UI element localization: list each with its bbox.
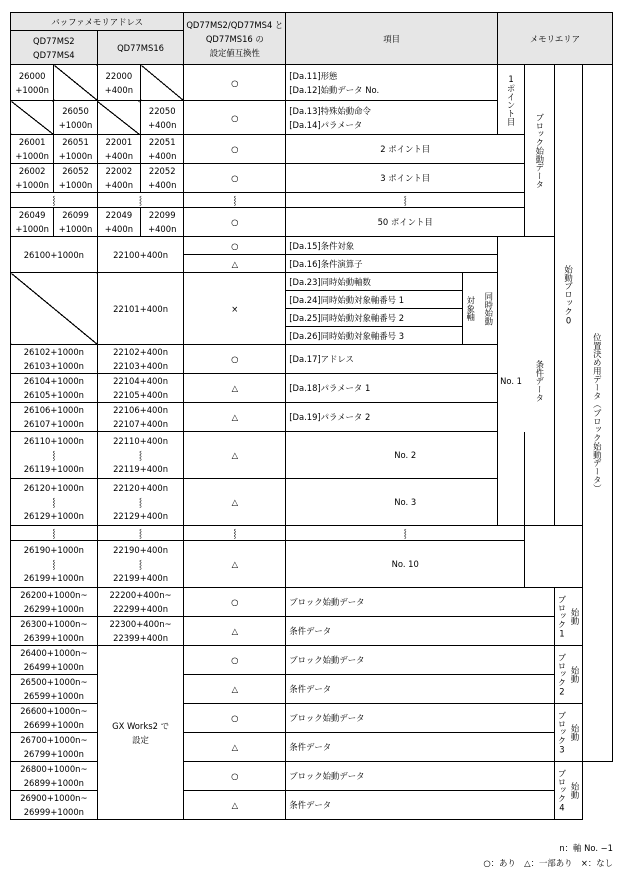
addr-cell: 22051 +400n — [141, 135, 184, 164]
addr-cell: 22190+400n ⸾ 22199+400n — [97, 541, 184, 588]
compat-mark: △ — [184, 432, 286, 479]
addr-cell: 26700+1000n~ 26799+1000n — [11, 733, 98, 762]
compat-mark: △ — [184, 617, 286, 646]
item-cell: ブロック始動データ — [286, 588, 555, 617]
item-cell: 3 ポイント目 — [286, 164, 525, 193]
item-cell: No. 3 — [286, 479, 525, 526]
addr-cell: 22106+400n 22107+400n — [97, 403, 184, 432]
item-cell: [Da.13]特殊始動命令 [Da.14]パラメータ — [286, 101, 498, 135]
item-cell: [Da.18]パラメータ 1 — [286, 374, 498, 403]
addr-cell: 26190+1000n ⸾ 26199+1000n — [11, 541, 98, 588]
addr-cell: 22102+400n 22103+400n — [97, 345, 184, 374]
addr-cell: 26110+1000n ⸾ 26119+1000n — [11, 432, 98, 479]
addr-cell: 22052 +400n — [141, 164, 184, 193]
item-cell: [Da.15]条件対象 — [286, 237, 498, 255]
addr-cell: 26100+1000n — [11, 237, 98, 273]
header-memory-area: メモリエリア — [497, 13, 612, 65]
addr-cell: 26104+1000n 26105+1000n — [11, 374, 98, 403]
memory-no1: No. 1 — [497, 237, 524, 526]
item-cell: ブロック始動データ — [286, 646, 555, 675]
header-qd77ms16: QD77MS16 — [97, 31, 184, 65]
compat-mark: ○ — [184, 588, 286, 617]
addr-cell: 22110+400n ⸾ 22119+400n — [97, 432, 184, 479]
empty-diagonal-cell — [54, 65, 97, 101]
header-item: 項目 — [286, 13, 498, 65]
addr-cell: 26106+1000n 26107+1000n — [11, 403, 98, 432]
addr-cell: 26002 +1000n — [11, 164, 54, 193]
addr-cell: 26001 +1000n — [11, 135, 54, 164]
header-compatibility: QD77MS2/QD77MS4 と QD77MS16 の 設定値互換性 — [184, 13, 286, 65]
compat-mark: ○ — [184, 65, 286, 101]
item-cell: ブロック始動データ — [286, 762, 555, 791]
compat-mark: × — [184, 273, 286, 345]
addr-cell: 22099 +400n — [141, 208, 184, 237]
addr-cell: 26049 +1000n — [11, 208, 54, 237]
item-cell: [Da.19]パラメータ 2 — [286, 403, 498, 432]
compat-mark: △ — [184, 374, 286, 403]
memory-start-block2: ブロック2 始動 — [555, 646, 582, 704]
item-cell: 条件データ — [286, 791, 555, 820]
addr-cell: 22200+400n~ 22299+400n — [97, 588, 184, 617]
addr-cell: 22000 +400n — [97, 65, 140, 101]
memory-start-block4: ブロック4 始動 — [555, 762, 582, 820]
addr-cell: 22300+400n~ 22399+400n — [97, 617, 184, 646]
compat-mark: △ — [184, 733, 286, 762]
memory-positioning-data: 位置決め用データ（ブロック始動データ） — [582, 65, 612, 762]
header-buffer-address: バッファメモリアドレス — [11, 13, 184, 31]
memory-start-block0: 始動ブロック0 — [555, 65, 582, 526]
addr-cell: 22050 +400n — [141, 101, 184, 135]
item-cell: 条件データ — [286, 733, 555, 762]
addr-cell: 22002 +400n — [97, 164, 140, 193]
buffer-memory-table — [10, 12, 613, 820]
empty-diagonal-cell — [141, 65, 184, 101]
addr-cell: 22001 +400n — [97, 135, 140, 164]
item-cell: [Da.23]同時始動軸数 — [286, 273, 462, 291]
memory-block-start-data: ブロック始動データ — [525, 65, 555, 237]
addr-cell: 26200+1000n~ 26299+1000n — [11, 588, 98, 617]
item-cell: [Da.11]形態 [Da.12]始動データ No. — [286, 65, 498, 101]
empty-diagonal-cell — [11, 273, 98, 345]
compat-mark: ○ — [184, 345, 286, 374]
compat-mark: ○ — [184, 762, 286, 791]
legend-symbols: ○：あり △：一部あり ×：なし — [483, 858, 613, 868]
item-cell: 50 ポイント目 — [286, 208, 525, 237]
addr-cell: 22104+400n 22105+400n — [97, 374, 184, 403]
ellipsis: ⸾ — [11, 526, 98, 541]
item-cell: [Da.25]同時始動対象軸番号 2 — [286, 309, 462, 327]
compat-mark: △ — [184, 255, 286, 273]
ellipsis: ⸾ — [11, 193, 98, 208]
item-cell: No. 10 — [286, 541, 525, 588]
memory-start-block3: ブロック3 始動 — [555, 704, 582, 762]
item-cell: [Da.24]同時始動対象軸番号 1 — [286, 291, 462, 309]
compat-mark: △ — [184, 541, 286, 588]
ellipsis: ⸾ — [97, 193, 184, 208]
ellipsis: ⸾ — [184, 526, 286, 541]
legend-axis-note: n：軸 No. −1 — [559, 843, 613, 853]
sim-start-label: 対象軸 同時始動 — [462, 273, 497, 345]
addr-cell: 26052 +1000n — [54, 164, 97, 193]
addr-cell: 26102+1000n 26103+1000n — [11, 345, 98, 374]
item-cell: 2 ポイント目 — [286, 135, 525, 164]
header-qd77ms2-ms4: QD77MS2 QD77MS4 — [11, 31, 98, 65]
addr-cell: 26300+1000n~ 26399+1000n — [11, 617, 98, 646]
compat-mark: △ — [184, 403, 286, 432]
compat-mark: ○ — [184, 135, 286, 164]
gx-works2-note: GX Works2 で 設定 — [97, 646, 184, 820]
addr-cell: 26099 +1000n — [54, 208, 97, 237]
compat-mark: ○ — [184, 101, 286, 135]
memory-point1: 1ポイント目 — [497, 65, 524, 135]
addr-cell: 26500+1000n~ 26599+1000n — [11, 675, 98, 704]
compat-mark: △ — [184, 791, 286, 820]
empty-diagonal-cell — [11, 101, 54, 135]
addr-cell: 22120+400n ⸾ 22129+400n — [97, 479, 184, 526]
addr-cell: 26050 +1000n — [54, 101, 97, 135]
addr-cell: 26120+1000n ⸾ 26129+1000n — [11, 479, 98, 526]
ellipsis: ⸾ — [97, 526, 184, 541]
addr-cell: 26900+1000n~ 26999+1000n — [11, 791, 98, 820]
compat-mark: ○ — [184, 237, 286, 255]
addr-cell: 22100+400n — [97, 237, 184, 273]
addr-cell: 26600+1000n~ 26699+1000n — [11, 704, 98, 733]
compat-mark: ○ — [184, 704, 286, 733]
memory-condition-data: 条件データ — [525, 237, 555, 526]
empty-diagonal-cell — [97, 101, 140, 135]
compat-mark: △ — [184, 479, 286, 526]
addr-cell: 26800+1000n~ 26899+1000n — [11, 762, 98, 791]
item-cell: [Da.26]同時始動対象軸番号 3 — [286, 327, 462, 345]
item-cell: [Da.17]アドレス — [286, 345, 498, 374]
ellipsis: ⸾ — [286, 193, 525, 208]
ellipsis: ⸾ — [286, 526, 525, 541]
memory-start-block1: ブロック1 始動 — [555, 588, 582, 646]
item-cell: [Da.16]条件演算子 — [286, 255, 498, 273]
addr-cell: 26400+1000n~ 26499+1000n — [11, 646, 98, 675]
item-cell: No. 2 — [286, 432, 525, 479]
compat-mark: △ — [184, 675, 286, 704]
compat-mark: ○ — [184, 208, 286, 237]
item-cell: 条件データ — [286, 617, 555, 646]
addr-cell: 22049 +400n — [97, 208, 140, 237]
item-cell: 条件データ — [286, 675, 555, 704]
compat-mark: ○ — [184, 646, 286, 675]
compat-mark: ○ — [184, 164, 286, 193]
item-cell: ブロック始動データ — [286, 704, 555, 733]
addr-cell: 26051 +1000n — [54, 135, 97, 164]
addr-cell: 22101+400n — [97, 273, 184, 345]
addr-cell: 26000 +1000n — [11, 65, 54, 101]
ellipsis: ⸾ — [184, 193, 286, 208]
